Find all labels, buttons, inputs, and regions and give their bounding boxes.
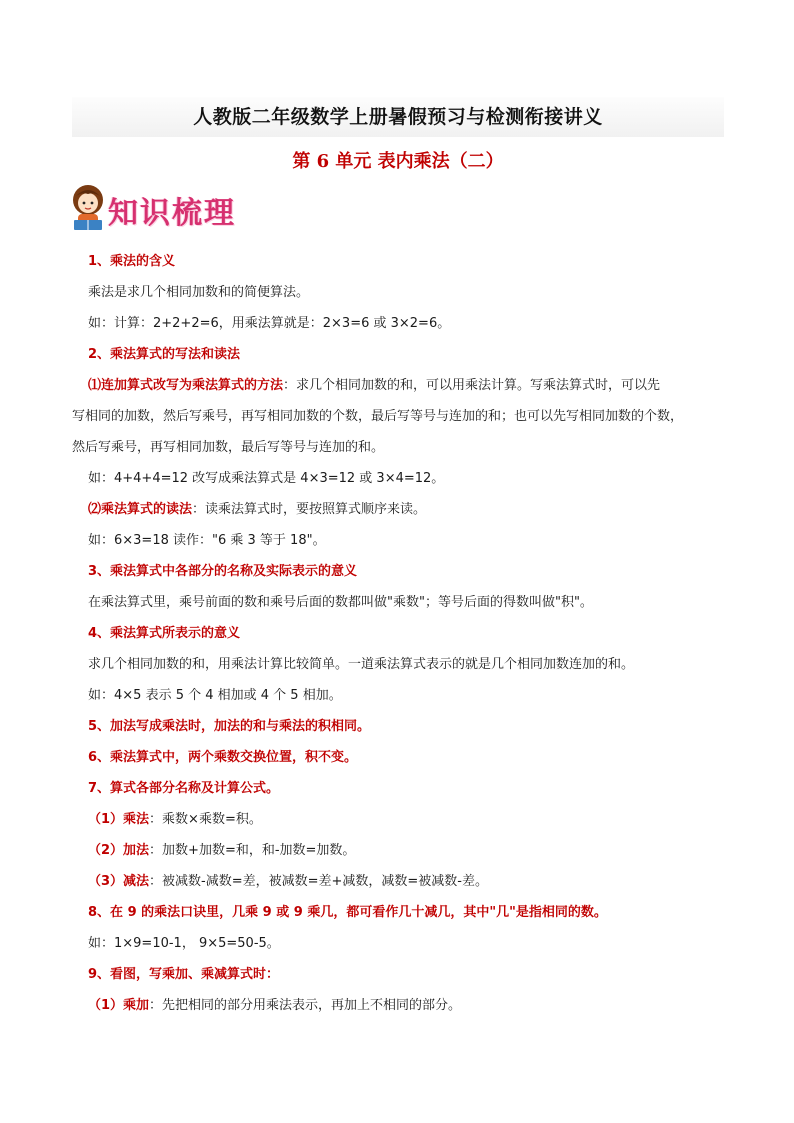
section-2-method-label: ⑴连加算式改写为乘法算式的方法	[88, 378, 284, 393]
section-9-item-1-label: （1）乘加	[88, 998, 150, 1013]
content	[72, 246, 724, 1021]
section-6-heading: 6、乘法算式中，两个乘数交换位置，积不变。	[88, 750, 358, 765]
section-2-method-line-3: 然后写乘号，再写相同加数，最后写等号与连加的和。	[72, 440, 385, 455]
section-7-item-1-text: ：乘数×乘数=积。	[149, 812, 262, 827]
section-1-text: 乘法是求几个相同加数和的简便算法。	[88, 285, 310, 300]
section-2-method-line-2: 写相同的加数，然后写乘号，再写相同加数的个数，最后写等号与连加的和；也可以先写相同加数的个数，	[72, 409, 684, 424]
section-3-text: 在乘法算式里，乘号前面的数和乘号后面的数都叫做"乘数"；等号后面的得数叫做"积"。	[88, 595, 593, 610]
section-4-text: 求几个相同加数的和，用乘法计算比较简单。一道乘法算式表示的就是几个相同加数连加的和。	[88, 657, 635, 672]
section-2-heading: 2、乘法算式的写法和读法	[88, 347, 241, 362]
section-7-item-2-label: （2）加法	[88, 843, 150, 858]
section-2-example: 如：4+4+4=12 改写成乘法算式是 4×3=12 或 3×4=12。	[88, 471, 445, 486]
section-5-heading: 5、加法写成乘法时，加法的和与乘法的积相同。	[88, 719, 371, 734]
document-title: 人教版二年级数学上册暑假预习与检测衔接讲义	[193, 106, 603, 128]
section-2-reading-example: 如：6×3=18 读作："6 乘 3 等于 18"。	[88, 533, 326, 548]
unit-title: 第 6 单元 表内乘法（二）	[292, 151, 504, 172]
section-8-example: 如：1×9=10-1， 9×5=50-5。	[88, 936, 280, 951]
section-4-example: 如：4×5 表示 5 个 4 相加或 4 个 5 相加。	[88, 688, 342, 703]
girl-reading-icon	[68, 182, 108, 236]
section-2-method-line-1: ：求几个相同加数的和，可以用乘法计算。写乘法算式时，可以先	[283, 378, 661, 393]
section-2-reading-label: ⑵乘法算式的读法	[88, 502, 193, 517]
section-9-heading: 9、看图，写乘加、乘减算式时：	[88, 967, 280, 982]
section-7-heading: 7、算式各部分名称及计算公式。	[88, 781, 280, 796]
section-2-method	[72, 370, 724, 463]
section-8-heading: 8、在 9 的乘法口诀里，几乘 9 或 9 乘几，都可看作几十减几，其中"几"是指相同的数。	[88, 905, 607, 920]
section-7-item-2-text: ：加数+加数=和，和-加数=加数。	[149, 843, 356, 858]
section-1-example: 如：计算：2+2+2=6，用乘法算就是：2×3=6 或 3×2=6。	[88, 316, 451, 331]
section-3-heading: 3、乘法算式中各部分的名称及实际表示的意义	[88, 564, 358, 579]
section-7-item-3-label: （3）减法	[88, 874, 150, 889]
section-4-heading: 4、乘法算式所表示的意义	[88, 626, 241, 641]
knowledge-banner	[68, 182, 268, 238]
section-7-item-1-label: （1）乘法	[88, 812, 150, 827]
section-2-reading-text: ：读乘法算式时，要按照算式顺序来读。	[192, 502, 427, 517]
section-9-item-1-text: ：先把相同的部分用乘法表示，再加上不相同的部分。	[149, 998, 462, 1013]
section-1-heading: 1、乘法的含义	[88, 254, 176, 269]
section-7-item-3-text: ：被减数-减数=差，被减数=差+减数，减数=被减数-差。	[149, 874, 488, 889]
banner-title: 知识梳理	[108, 196, 236, 231]
